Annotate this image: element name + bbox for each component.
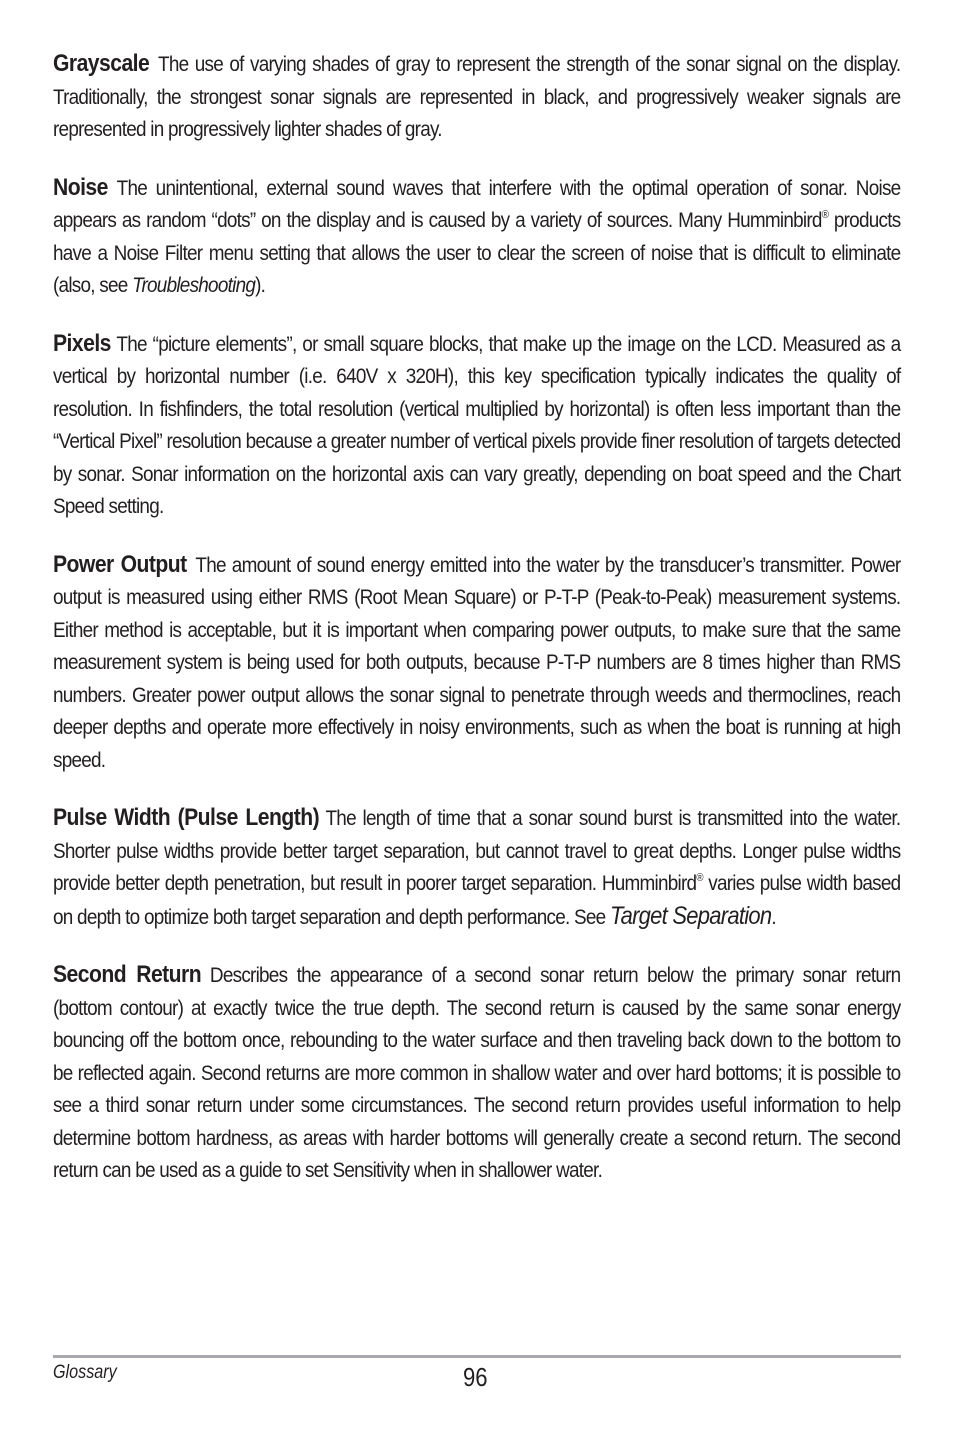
glossary-definition: The length of time that a sonar sound burst is transmitted into the water. Shorter pulse widths provide better target separation, but cannot travel to great depths. Longer pulse widths provide better depth penetration, but result in poorer target separation. Humminbird <box>53 806 901 895</box>
glossary-entry-noise <box>53 172 900 302</box>
glossary-term: Noise <box>53 173 108 201</box>
glossary-definition: Describes the appearance of a second sonar return below the primary sonar return (bottom contour) at exactly twice the true depth. The second return is caused by the same sonar energy bouncing off the bottom once, rebounding to the water surface and then traveling back down to the bottom to be reflected again. Second returns are more common in shallow water and over hard bottoms; it is possible to see a third sonar return under some circumstances. The second return provides useful information to help determine bottom hardness, as areas with harder bottoms will generally create a second return. The second return can be used as a guide to set Sensitivity when in shallower water. <box>53 963 901 1182</box>
registered-mark: ® <box>821 209 829 221</box>
glossary-entry-grayscale <box>53 48 900 146</box>
glossary-entry-pulse-width <box>53 802 900 933</box>
glossary-definition: The use of varying shades of gray to represent the strength of the sonar signal on the display. Traditionally, the strongest sonar signals are represented in black, and progressively weaker signals are represented in progressively lighter shades of gray. <box>53 52 901 141</box>
glossary-term: Power Output <box>53 550 187 578</box>
glossary-definition-cont: products have a Noise Filter menu setting that allows the user to clear the screen of noise that is difficult to eliminate (also, see <box>53 208 901 297</box>
glossary-definition-cont: varies pulse width based on depth to optimize both target separation and depth performance. See <box>53 871 901 929</box>
glossary-entry-pixels <box>53 328 900 523</box>
footer-section-label: Glossary <box>53 1362 117 1383</box>
registered-mark: ® <box>696 872 703 884</box>
glossary-term: Grayscale <box>53 50 150 77</box>
glossary-definition-end: ). <box>255 273 266 297</box>
glossary-definition-end: . <box>771 904 776 929</box>
glossary-entry-second-return <box>53 959 900 1187</box>
cross-reference: Target Separation <box>609 901 772 930</box>
page-number: 96 <box>463 1362 488 1392</box>
glossary-term: Pulse Width (Pulse Length) <box>53 804 320 831</box>
glossary-term: Pixels <box>53 329 111 357</box>
glossary-content <box>53 48 901 1213</box>
glossary-definition: The unintentional, external sound waves that interfere with the optimal operation of sonar. Noise appears as random “dots” on the display and is caused by a variety of sources. Many Humminbird <box>53 175 901 232</box>
cross-reference: Troubleshooting <box>132 273 256 297</box>
footer-divider <box>53 1355 901 1358</box>
glossary-term: Second Return <box>53 961 202 988</box>
glossary-definition: The amount of sound energy emitted into the water by the transducer’s transmitter. Power output is measured using either RMS (Root Mean Square) or P-T-P (Peak-to-Peak) measurement systems. Either method is acceptable, but it is important when comparing power outputs, to make sure that the same measurement system is being used for both outputs, because P-T-P numbers are 8 times higher than RMS numbers. Greater power output allows the sonar signal to penetrate through weeds and thermoclines, reach deeper depths and operate more effectively in noisy environments, such as when the boat is running at high speed. <box>53 552 901 772</box>
glossary-definition: The “picture elements”, or small square blocks, that make up the image on the LCD. Measured as a vertical by horizontal number (i.e. 640V x 320H), this key specification typically indicates the quality of resolution. In fishfinders, the total resolution (vertical multiplied by horizontal) is often less important than the “Vertical Pixel” resolution because a greater number of vertical pixels provide finer resolution of targets detected by sonar. Sonar information on the horizontal axis can vary greatly, depending on boat speed and the Chart Speed setting. <box>53 331 901 518</box>
glossary-entry-power-output <box>53 549 900 777</box>
